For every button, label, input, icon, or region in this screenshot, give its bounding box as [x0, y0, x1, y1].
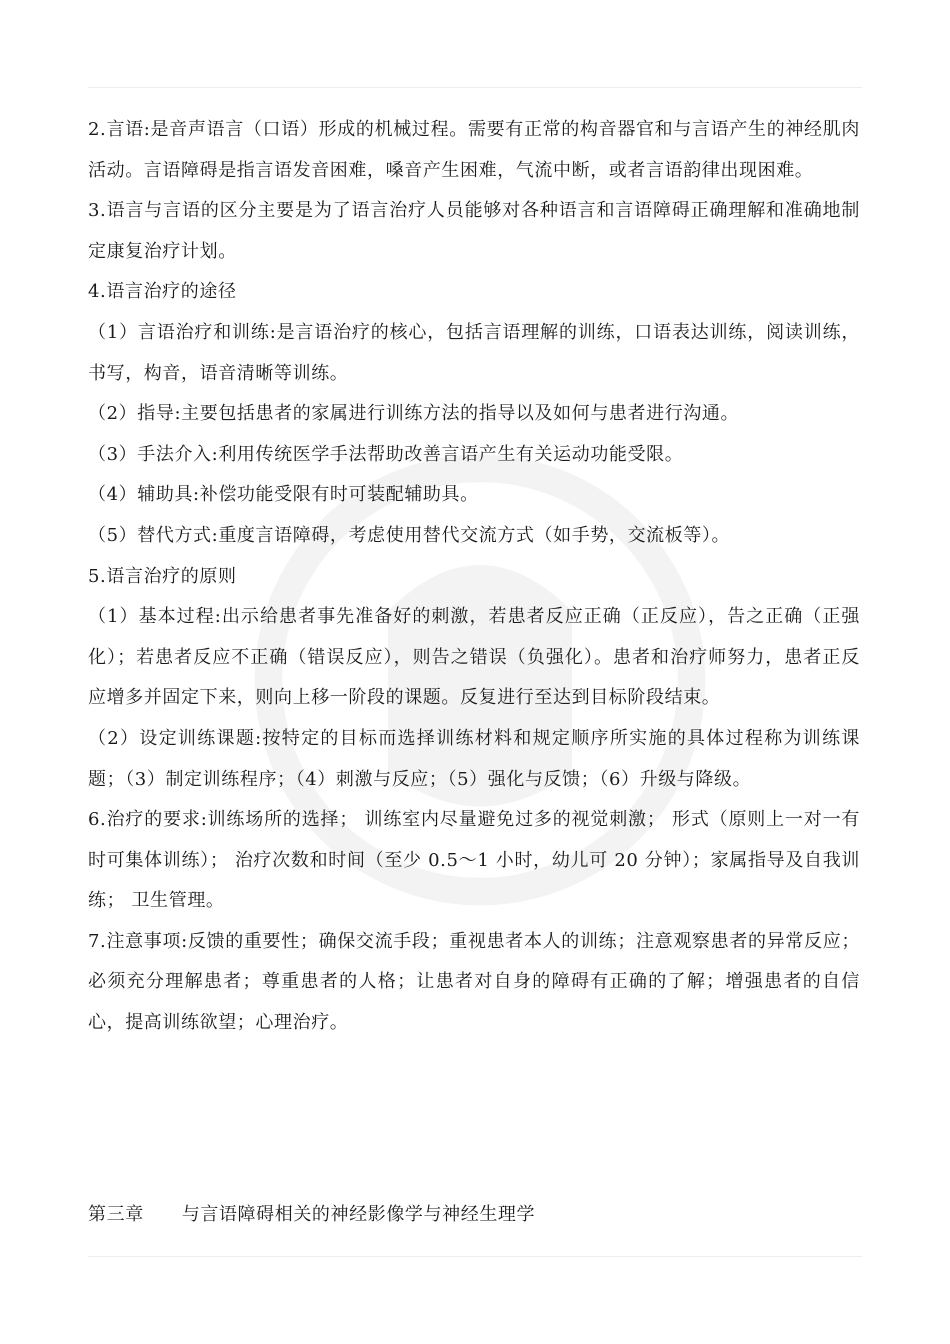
list-item-approach-1: （1）言语治疗和训练:是言语治疗的核心，包括言语理解的训练，口语表达训练，阅读训练，书写，构音，语音清晰等训练。: [88, 321, 860, 384]
chapter-heading: 第三章 与言语障碍相关的神经影像学与神经生理学: [88, 1204, 536, 1225]
heading-therapy-principles: 5.语言治疗的原则: [88, 565, 237, 587]
list-item-principle-1: （1）基本过程:出示给患者事先准备好的刺激，若患者反应正确（正反应），告之正确（正强化）；若患者反应不正确（错误反应），则告之错误（负强化）。患者和治疗师努力，患者正反应增多并固定下来，则向上移一阶段的课题。反复进行至达到目标阶段结束。: [88, 606, 860, 709]
footer-divider: [88, 1256, 862, 1257]
paragraph-precautions: 7.注意事项:反馈的重要性；确保交流手段；重视患者本人的训练；注意观察患者的异常反应；必须充分理解患者；尊重患者的人格；让患者对自身的障碍有正确的了解；增强患者的自信心，提高训练欲望；心理治疗。: [88, 930, 860, 1034]
list-item-approach-4: （4）辅助具:补偿功能受限有时可装配辅助具。: [88, 484, 479, 506]
list-item-approach-3: （3）手法介入:利用传统医学手法帮助改善言语产生有关运动功能受限。: [88, 443, 684, 465]
heading-therapy-approaches: 4.语言治疗的途径: [88, 281, 237, 303]
list-item-principle-2: （2）设定训练课题:按特定的目标而选择训练材料和规定顺序所实施的具体过程称为训练课题；（3）制定训练程序；（4）刺激与反应；（5）强化与反馈；（6）升级与降级。: [88, 727, 860, 790]
list-item-approach-5: （5）替代方式:重度言语障碍，考虑使用替代交流方式（如手势，交流板等）。: [88, 524, 731, 546]
paragraph-language-speech-distinction: 3.语言与言语的区分主要是为了语言治疗人员能够对各种语言和言语障碍正确理解和准确地制定康复治疗计划。: [88, 200, 860, 262]
document-body: [88, 110, 860, 1044]
paragraph-therapy-requirements: 6.治疗的要求:训练场所的选择； 训练室内尽量避免过多的视觉刺激； 形式（原则上一对一有时可集体训练）； 治疗次数和时间（至少 0.5～1 小时，幼儿可 20 分钟）；家属指导及自我训练； 卫生管理。: [88, 809, 860, 912]
list-item-approach-2: （2）指导:主要包括患者的家属进行训练方法的指导以及如何与患者进行沟通。: [88, 403, 740, 425]
header-divider: [88, 87, 862, 88]
paragraph-speech-definition: 2.言语:是音声语言（口语）形成的机械过程。需要有正常的构音器官和与言语产生的神经肌肉活动。言语障碍是指言语发音困难，嗓音产生困难，气流中断，或者言语韵律出现困难。: [88, 119, 860, 181]
